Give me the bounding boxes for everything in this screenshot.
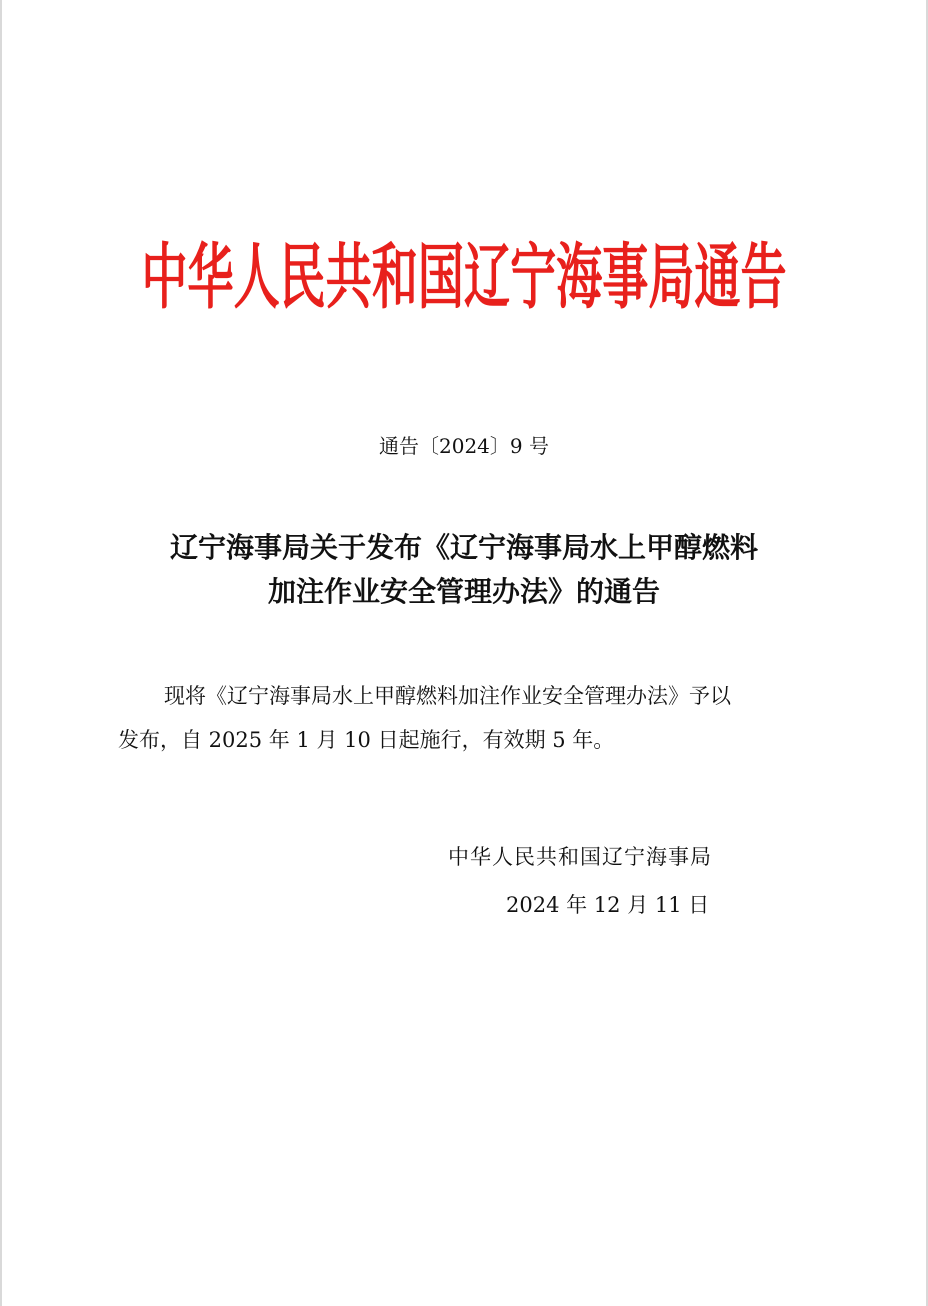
body-paragraph-line-1: 现将《辽宁海事局水上甲醇燃料加注作业安全管理办法》予以 — [164, 684, 731, 708]
document-number: 通告〔2024〕9 号 — [379, 434, 549, 458]
body-paragraph-line-2: 发布，自 2025 年 1 月 10 日起施行，有效期 5 年。 — [118, 728, 615, 752]
document-title — [0, 526, 928, 614]
document-masthead — [0, 228, 928, 328]
page-edge-left — [0, 0, 2, 1306]
signature-issuer: 中华人民共和国辽宁海事局 — [448, 845, 712, 869]
document-title-line-2: 加注作业安全管理办法》的通告 — [267, 575, 660, 608]
masthead-text: 中华人民共和国辽宁海事局通告 — [141, 236, 787, 320]
document-body — [118, 674, 818, 762]
document-title-line-1: 辽宁海事局关于发布《辽宁海事局水上甲醇燃料 — [169, 531, 758, 564]
signature-date: 2024 年 12 月 11 日 — [506, 893, 710, 917]
